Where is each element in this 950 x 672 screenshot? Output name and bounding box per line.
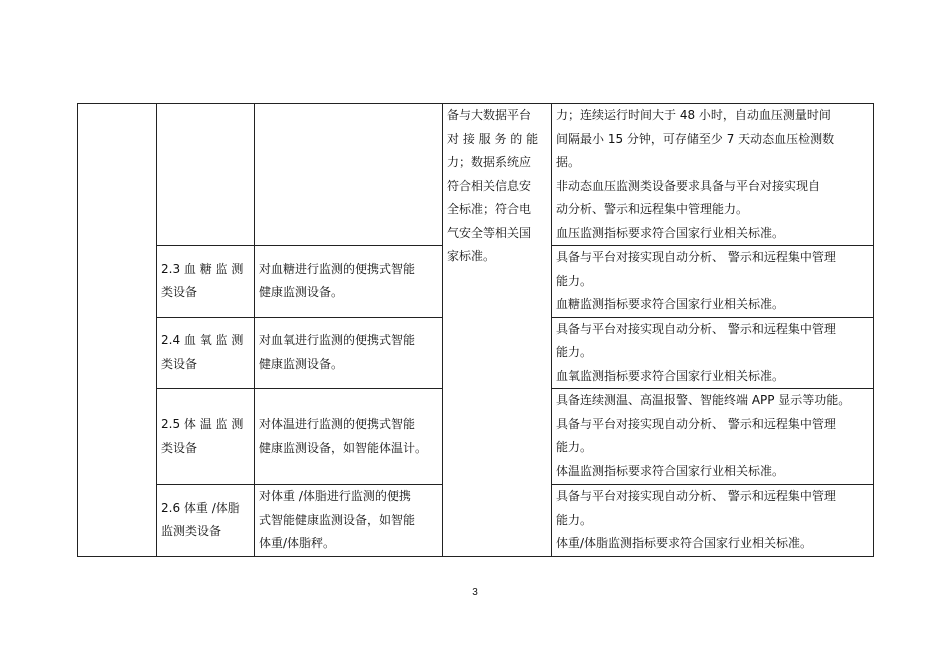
empty-cell [255, 104, 443, 246]
spec-line: 间隔最小 15 分钟，可存储至少 7 天动态血压检测数 [556, 131, 835, 146]
device-description-cell [255, 485, 443, 557]
device-description-cell [255, 389, 443, 485]
spec-line: 具备与平台对接实现自动分析、 警示和远程集中管理 [556, 250, 836, 264]
device-category-cell [157, 485, 255, 557]
requirement-line: 符合相关信息安 [447, 178, 532, 193]
spec-cell [552, 104, 874, 246]
page-number: 3 [472, 587, 478, 598]
spec-line: 能力。 [556, 440, 593, 454]
spec-line: 非动态血压监测类设备要求具备与平台对接实现自 [556, 178, 821, 193]
requirement-line: 家标准。 [447, 249, 496, 263]
spec-line: 具备与平台对接实现自动分析、 警示和远程集中管理 [556, 321, 836, 336]
requirement-line: 全标准；符合电 [447, 202, 532, 216]
spec-cell [552, 389, 874, 485]
category-line: 2.5 体 温 监 测 [161, 417, 244, 431]
spec-line: 动分析、警示和远程集中管理能力。 [556, 202, 749, 216]
device-spec-table [77, 103, 874, 557]
spec-cell [552, 485, 874, 557]
description-line: 健康监测设备，如智能体温计。 [259, 440, 428, 455]
spec-line: 力；连续运行时间大于 48 小时，自动血压测量时间 [556, 108, 831, 122]
requirement-line: 对 接 服 务 的 能 [447, 131, 539, 146]
description-line: 式智能健康监测设备，如智能 [259, 512, 416, 527]
empty-cell [157, 104, 255, 246]
spec-line: 血压监测指标要求符合国家行业相关标准。 [556, 225, 785, 240]
device-category-cell [157, 389, 255, 485]
spec-line: 血糖监测指标要求符合国家行业相关标准。 [556, 297, 785, 311]
description-line: 健康监测设备。 [259, 356, 344, 371]
category-line: 类设备 [161, 356, 198, 371]
category-line: 2.3 血 糖 监 测 [161, 261, 244, 276]
spec-cell [552, 317, 874, 389]
spec-line: 体重/体脂监测指标要求符合国家行业相关标准。 [556, 536, 813, 550]
category-line: 类设备 [161, 440, 198, 455]
description-line: 对体温进行监测的便携式智能 [259, 417, 416, 431]
spec-line: 具备与平台对接实现自动分析、 警示和远程集中管理 [556, 416, 836, 431]
requirement-line: 备与大数据平台 [447, 108, 532, 122]
empty-category-cell [78, 104, 157, 557]
table-row [78, 104, 874, 246]
spec-line: 血氧监测指标要求符合国家行业相关标准。 [556, 368, 785, 383]
general-requirement-cell [443, 104, 552, 557]
requirement-line: 力；数据系统应 [447, 155, 532, 169]
category-line: 2.4 血 氧 监 测 [161, 333, 244, 348]
description-line: 对血氧进行监测的便携式智能 [259, 333, 416, 348]
description-line: 对体重 /体脂进行监测的便携 [259, 489, 411, 503]
description-line: 对血糖进行监测的便携式智能 [259, 261, 416, 276]
spec-line: 体温监测指标要求符合国家行业相关标准。 [556, 463, 785, 478]
device-category-cell [157, 317, 255, 389]
requirement-line: 气安全等相关国 [447, 225, 532, 240]
spec-line: 据。 [556, 155, 581, 169]
spec-cell [552, 246, 874, 318]
spec-line: 具备与平台对接实现自动分析、 警示和远程集中管理 [556, 489, 836, 503]
description-line: 健康监测设备。 [259, 285, 344, 300]
device-description-cell [255, 246, 443, 318]
spec-line: 具备连续测温、高温报警、智能终端 APP 显示等功能。 [556, 393, 851, 407]
description-line: 体重/体脂秤。 [259, 536, 336, 550]
spec-line: 能力。 [556, 512, 593, 527]
category-line: 类设备 [161, 285, 198, 300]
category-line: 2.6 体重 /体脂 [161, 500, 240, 515]
spec-line: 能力。 [556, 345, 593, 359]
device-category-cell [157, 246, 255, 318]
category-line: 监测类设备 [161, 524, 222, 539]
spec-line: 能力。 [556, 273, 593, 288]
device-description-cell [255, 317, 443, 389]
